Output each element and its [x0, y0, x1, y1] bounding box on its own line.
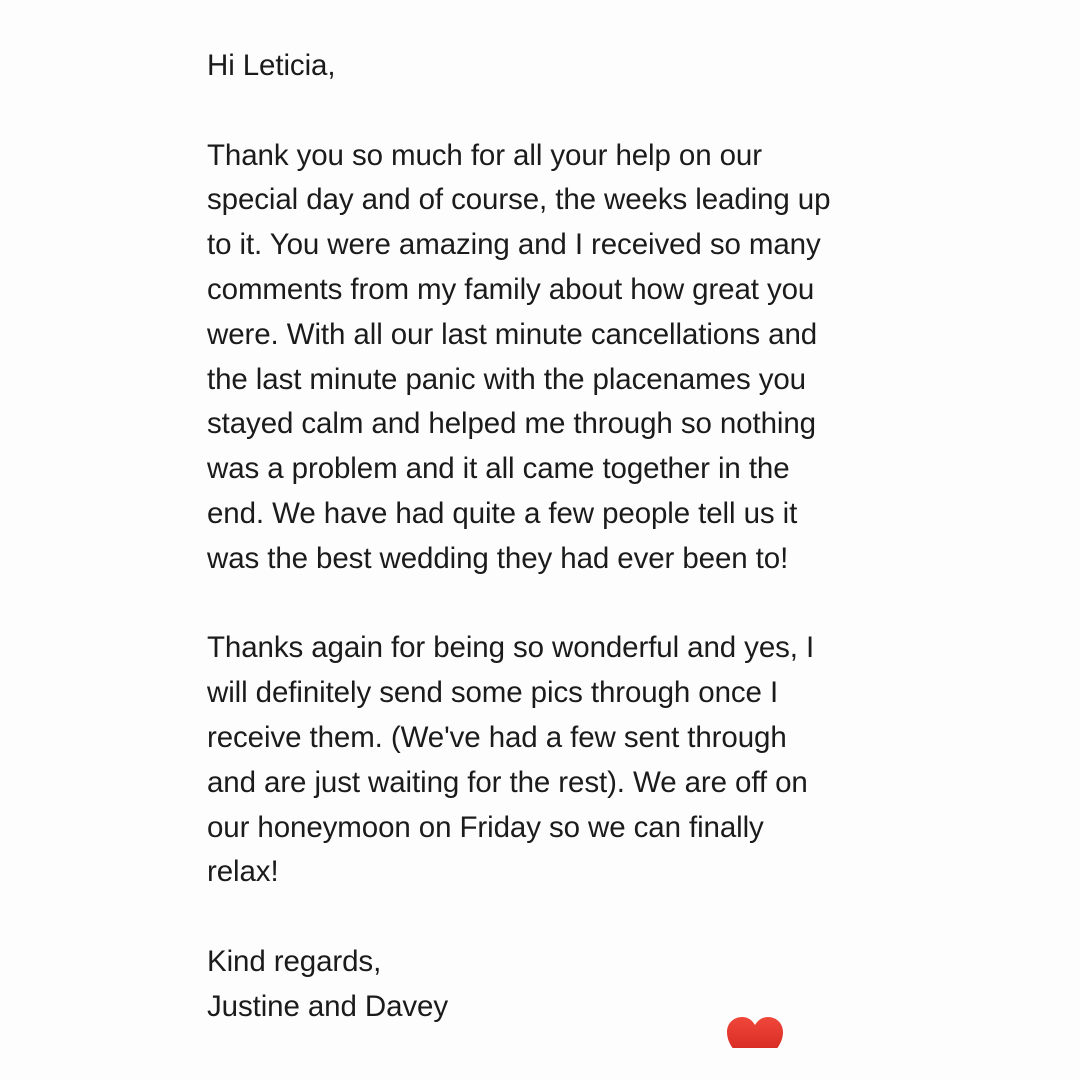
letter-body: [207, 44, 907, 1030]
paragraph-thanks: Thank you so much for all your help on our special day and of course, the weeks leading up to it. You were amazing and I received so many comments from my family about how great you were. With all our last minute cancellations and the last minute panic with the placenames you stayed calm and helped me through so nothing was a problem and it all came together in the end. We have had quite a few people tell us it was the best wedding they had ever been to!: [207, 138, 831, 575]
paragraph-followup: Thanks again for being so wonderful and yes, I will definitely send some pics through once I receive them. (We've had a few sent through and are just waiting for the rest). We are off on our honeymoon on Friday so we can finally relax!: [207, 631, 815, 889]
closing: Kind regards,: [207, 944, 382, 978]
heart-icon: [725, 1015, 785, 1048]
signature: Justine and Davey: [207, 989, 448, 1023]
greeting: Hi Leticia,: [207, 49, 336, 82]
